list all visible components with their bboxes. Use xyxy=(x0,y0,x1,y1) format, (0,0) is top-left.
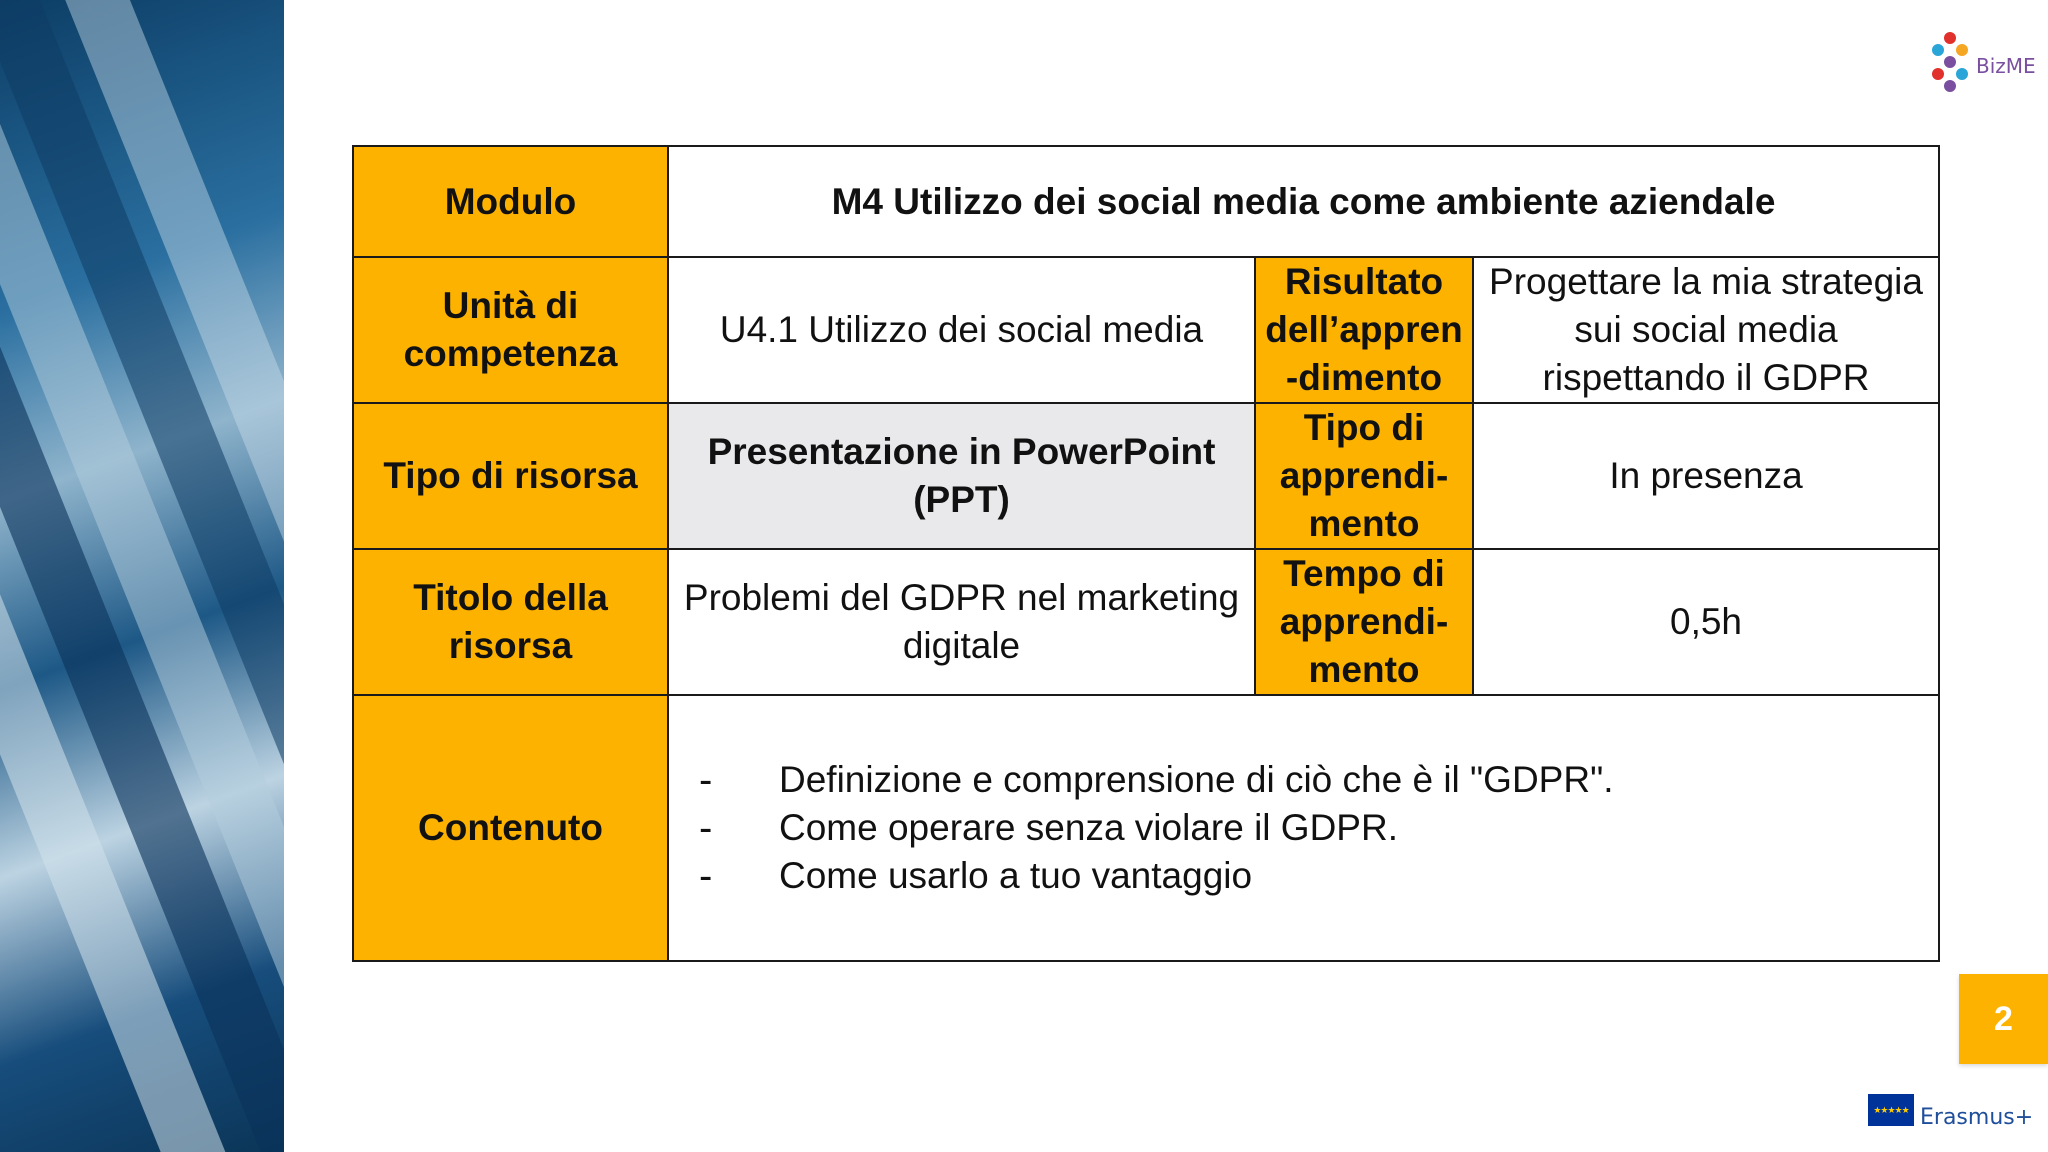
resource-title-value: Problemi del GDPR nel marketing digitale xyxy=(668,549,1255,695)
header-modulo: Modulo xyxy=(353,146,668,257)
header-resource-type: Tipo di risorsa xyxy=(353,403,668,549)
bizme-logo xyxy=(1926,30,2036,100)
content-item-text: Come usarlo a tuo vantaggio xyxy=(779,855,1253,896)
content-item-text: Definizione e comprensione di ciò che è il "GDPR". xyxy=(779,759,1614,800)
logo-text: BizME xyxy=(1976,54,2036,78)
header-learning-outcome: Risultato dell’appren -dimento xyxy=(1255,257,1473,403)
content-item-text: Come operare senza violare il GDPR. xyxy=(779,807,1398,848)
learning-outcome-value: Progettare la mia strategia sui social media rispettando il GDPR xyxy=(1473,257,1939,403)
module-title: M4 Utilizzo dei social media come ambiente aziendale xyxy=(668,146,1939,257)
table-row xyxy=(353,403,1939,549)
erasmus-label: Erasmus+ xyxy=(1920,1105,2034,1130)
table-row xyxy=(353,257,1939,403)
learning-type-value: In presenza xyxy=(1473,403,1939,549)
header-competence-unit: Unità di competenza xyxy=(353,257,668,403)
header-learning-time: Tempo di apprendi- mento xyxy=(1255,549,1473,695)
page-number-badge: 2 xyxy=(1959,974,2048,1064)
table-row xyxy=(353,695,1939,961)
resource-info-table xyxy=(352,145,1940,962)
learning-time-value: 0,5h xyxy=(1473,549,1939,695)
competence-unit-value: U4.1 Utilizzo dei social media xyxy=(668,257,1255,403)
table-row xyxy=(353,146,1939,257)
table-row xyxy=(353,549,1939,695)
list-item: - Definizione e comprensione di ciò che è il "GDPR". xyxy=(699,758,1614,802)
resource-type-value: Presentazione in PowerPoint (PPT) xyxy=(668,403,1255,549)
erasmus-logo xyxy=(1868,1094,2034,1130)
header-resource-title: Titolo della risorsa xyxy=(353,549,668,695)
list-item: - Come usarlo a tuo vantaggio xyxy=(699,854,1253,898)
header-content: Contenuto xyxy=(353,695,668,961)
content-list xyxy=(668,695,1939,961)
eu-flag-icon: ★★★★★ xyxy=(1868,1094,1914,1126)
header-learning-type: Tipo di apprendi- mento xyxy=(1255,403,1473,549)
bizme-logo-icon xyxy=(1926,30,1974,96)
list-item: - Come operare senza violare il GDPR. xyxy=(699,806,1398,850)
side-photo-building xyxy=(0,0,284,1152)
